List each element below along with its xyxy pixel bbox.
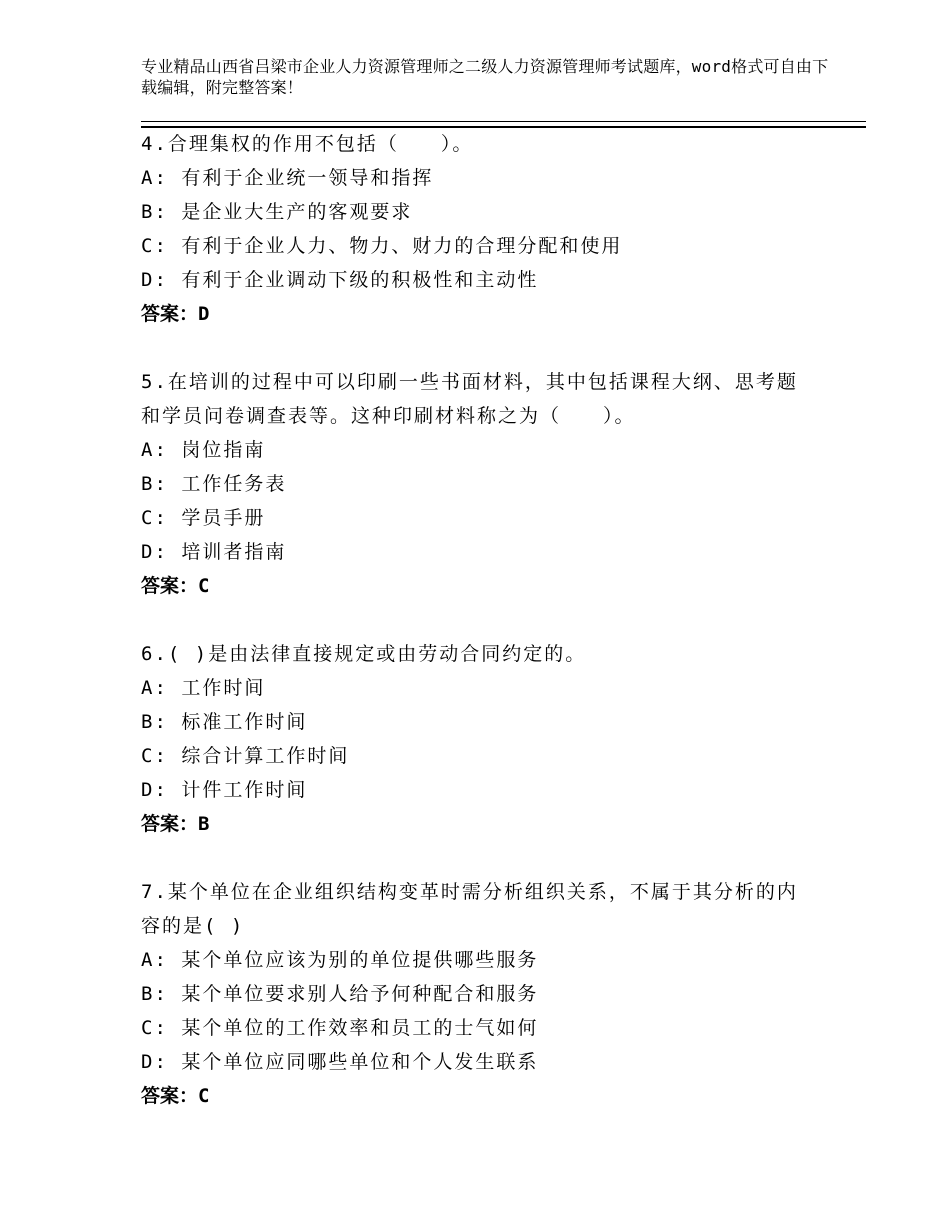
question-stem: 5.在培训的过程中可以印刷一些书面材料，其中包括课程大纲、思考题和学员问卷调查表等。这种印刷材料称之为（ ）。 [141, 371, 798, 427]
option-d: D: 某个单位应同哪些单位和个人发生联系 [141, 1051, 539, 1073]
question-list [141, 127, 866, 1147]
option-a: A: 工作时间 [141, 677, 266, 699]
answer-line [141, 297, 866, 331]
option-b: B: 某个单位要求别人给予何种配合和服务 [141, 983, 539, 1005]
page-header: 专业精品山西省吕梁市企业人力资源管理师之二级人力资源管理师考试题库，word格式可自由下载编辑，附完整答案！ [141, 57, 829, 97]
option-a: A: 岗位指南 [141, 439, 266, 461]
option-d: D: 有利于企业调动下级的积极性和主动性 [141, 269, 539, 291]
option-d: D: 培训者指南 [141, 541, 287, 563]
answer-label: 答案： [141, 1085, 199, 1107]
question-7 [141, 875, 866, 1113]
option-d: D: 计件工作时间 [141, 779, 308, 801]
answer-line [141, 569, 866, 603]
answer-label: 答案： [141, 575, 199, 597]
answer-line [141, 807, 866, 841]
option-c: C: 综合计算工作时间 [141, 745, 350, 767]
option-a: A: 某个单位应该为别的单位提供哪些服务 [141, 949, 539, 971]
answer-value: D [198, 303, 210, 325]
answer-value: B [198, 813, 210, 835]
answer-value: C [198, 1085, 210, 1107]
option-b: B: 是企业大生产的客观要求 [141, 201, 413, 223]
question-5 [141, 365, 866, 603]
option-b: B: 工作任务表 [141, 473, 287, 495]
question-stem: 6.( )是由法律直接规定或由劳动合同约定的。 [141, 643, 587, 665]
option-c: C: 有利于企业人力、物力、财力的合理分配和使用 [141, 235, 623, 257]
option-b: B: 标准工作时间 [141, 711, 308, 733]
question-6 [141, 637, 866, 841]
answer-label: 答案： [141, 813, 199, 835]
option-a: A: 有利于企业统一领导和指挥 [141, 167, 434, 189]
option-c: C: 某个单位的工作效率和员工的士气如何 [141, 1017, 539, 1039]
option-c: C: 学员手册 [141, 507, 266, 529]
question-stem: 4.合理集权的作用不包括（ ）。 [141, 133, 474, 155]
answer-label: 答案： [141, 303, 199, 325]
question-4 [141, 127, 866, 331]
question-stem: 7.某个单位在企业组织结构变革时需分析组织关系，不属于其分析的内容的是( ) [141, 881, 798, 937]
answer-value: C [198, 575, 210, 597]
answer-line [141, 1079, 866, 1113]
